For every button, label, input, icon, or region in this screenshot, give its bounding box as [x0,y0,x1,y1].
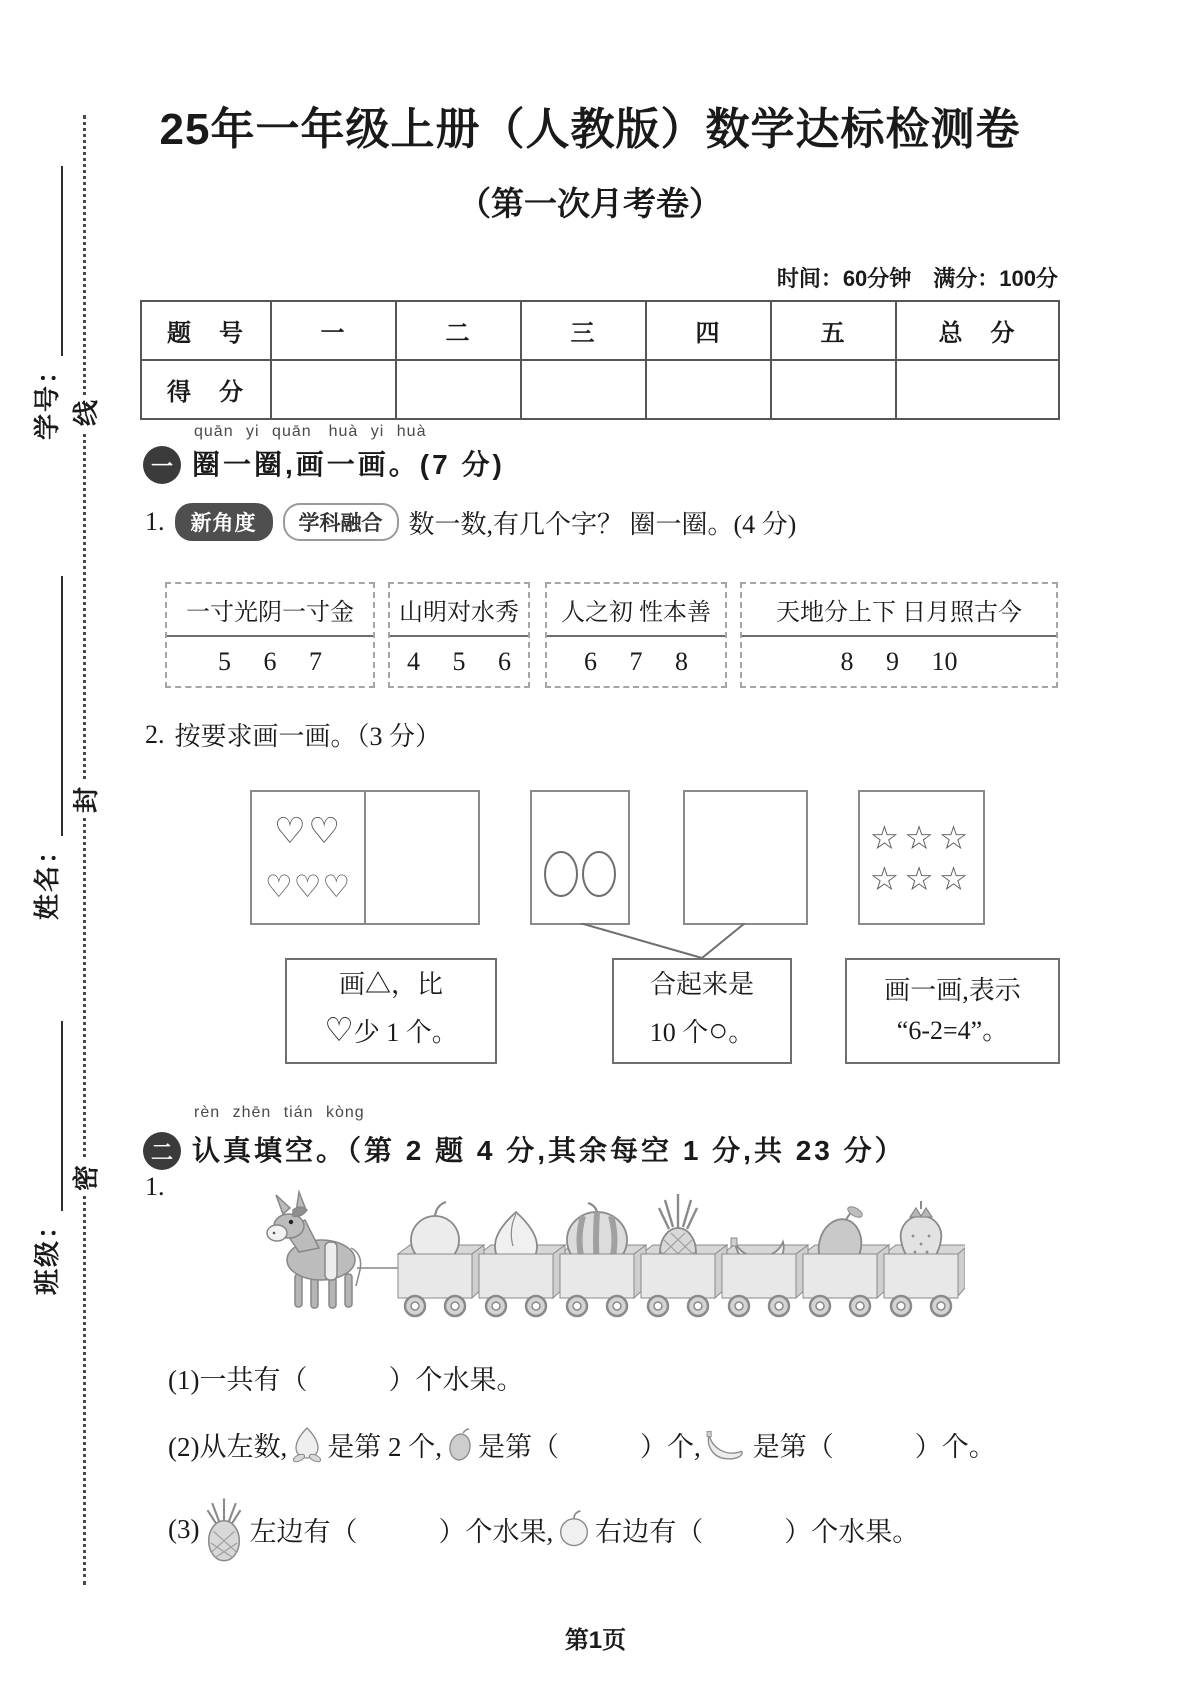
name-field [27,570,63,920]
section-one-pinyin: quān yi quān huà yi huà [194,423,427,440]
question-1-number: 1. [145,507,165,536]
draw-box-hearts [250,790,480,925]
score-table-header-cell: 三 [521,301,646,360]
section-two-pinyin: rèn zhēn tián kòng [194,1104,365,1121]
phrase-box-4 [740,582,1058,688]
sub-question-2-text: (2)从左数, [168,1431,288,1462]
section-two-heading: 认真填空。（第 2 题 4 分,其余每空 1 分,共 23 分） [192,1135,906,1166]
fruit-train-illustration [265,1190,965,1330]
circle-icons [532,792,628,923]
score-row-label: 得 分 [141,360,271,419]
score-table-header-cell: 五 [771,301,896,360]
score-table-header-row [141,301,1059,360]
sub-question-3-text: (3) [168,1513,200,1544]
seal-dashed-line [83,115,86,1585]
connector-lines [530,923,790,960]
section-one-heading: 圈一圈,画一画。(7 分) [192,449,505,480]
question-1-line [145,503,796,541]
section-one-badge: 一 [143,446,181,484]
star-icons-row: ☆☆☆ [869,818,974,856]
donkey-icon [267,1192,401,1308]
question-2-number: 2. [145,719,165,749]
score-table-header-cell: 一 [271,301,396,360]
sub-question-3-text: 左边有（ ）个水果, [249,1516,554,1547]
score-cell [521,360,646,419]
caption-text: 少 1 个。 [353,1017,458,1047]
sub-question-1 [168,1358,523,1397]
phrase-options: 6 7 8 [584,646,688,676]
page-title: 25年一年级上册（人教版）数学达标检测卷 [159,105,1021,155]
time-info: 时间：60分钟 满分：100分 [776,266,1058,291]
sub-question-2-text: 是第（ ）个。 [752,1431,996,1462]
name-label: 姓名： [31,835,62,920]
phrase-box-3 [545,582,727,688]
banana-icon [706,1428,748,1460]
subject-integration-badge: 学科融合 [283,503,399,541]
caption-box-equation [845,958,1060,1064]
draw-box-empty [683,790,808,925]
phrase-options: 5 6 7 [218,646,322,676]
question-2-prompt: 按要求画一画。（3 分） [174,722,442,751]
class-blank-line [35,1021,63,1211]
seal-char-feng: 封 [66,782,102,818]
score-table-header-cell: 总 分 [896,301,1059,360]
score-cell [396,360,521,419]
sub-question-2-text: 是第（ ）个, [477,1431,701,1462]
phrase-text: 山明对水秀 [390,584,528,637]
heart-icons-row: ♡♡♡ [264,868,352,904]
student-id-label: 学号： [31,355,62,440]
score-table [140,300,1060,420]
sub-question-3-text: 右边有（ ）个水果。 [595,1516,920,1547]
phrase-box-1 [165,582,375,688]
sub-question-2 [168,1424,996,1464]
phrase-box-2 [388,582,530,688]
sub-question-3 [168,1496,919,1562]
circle-icon: ○ [708,1012,729,1049]
apple-icon [558,1510,590,1548]
caption-box-together [612,958,792,1064]
caption-line: 画一画,表示 [884,975,1021,1005]
caption-text: 。 [728,1017,755,1047]
caption-line [324,1006,458,1057]
sub-question-1-text: (1)一共有（ ）个水果。 [168,1365,524,1395]
new-angle-badge: 新角度 [175,503,273,541]
caption-text: 10 个 [649,1017,709,1047]
student-id-field [27,160,63,440]
score-table-score-row [141,360,1059,419]
peach-icon [292,1424,322,1464]
caption-line: 画△，比 [338,970,443,1000]
seal-char-xian: 线 [66,395,102,431]
pineapple-icon [204,1496,244,1562]
score-cell [271,360,396,419]
phrase-text: 一寸光阴一寸金 [167,584,373,637]
class-label: 班级： [31,1210,62,1295]
phrase-options: 8 9 10 [840,646,958,676]
question-2-line [145,716,441,753]
empty-draw-cell [366,792,478,923]
caption-box-triangle [285,958,497,1064]
draw-box-circles [530,790,630,925]
caption-line: 合起来是 [649,970,754,1000]
score-table-header-cell: 四 [646,301,771,360]
page-subtitle: （第一次月考卷） [458,185,722,222]
section-two-badge: 二 [143,1132,181,1170]
class-field [27,1015,63,1295]
seal-char-mi: 密 [66,1160,102,1196]
student-id-blank-line [35,166,63,356]
caption-line: “6-2=4”。 [896,1016,1009,1045]
score-table-header-cell: 题 号 [141,301,271,360]
question-1-prompt: 数一数,有几个字？ 圈一圈。(4 分) [408,509,797,539]
wheel-icon [405,1296,951,1316]
score-table-header-cell: 二 [396,301,521,360]
heart-icons-row: ♡♡ [273,810,343,852]
page-number: 第1页 [564,1627,627,1654]
mango-icon [447,1426,473,1462]
section-two-question-1-number: 1. [145,1172,165,1201]
caption-line [650,1006,754,1057]
draw-box-stars [858,790,985,925]
hearts-cell [252,792,366,923]
heart-icon: ♡ [324,1012,354,1049]
score-cell [896,360,1059,419]
name-blank-line [35,576,63,836]
star-icons-row: ☆☆☆ [869,859,974,897]
phrase-text: 人之初 性本善 [547,584,725,637]
score-cell [771,360,896,419]
sub-question-2-text: 是第 2 个, [327,1431,442,1462]
phrase-text: 天地分上下 日月照古今 [742,584,1056,637]
phrase-options: 4 5 6 [407,646,511,676]
score-cell [646,360,771,419]
